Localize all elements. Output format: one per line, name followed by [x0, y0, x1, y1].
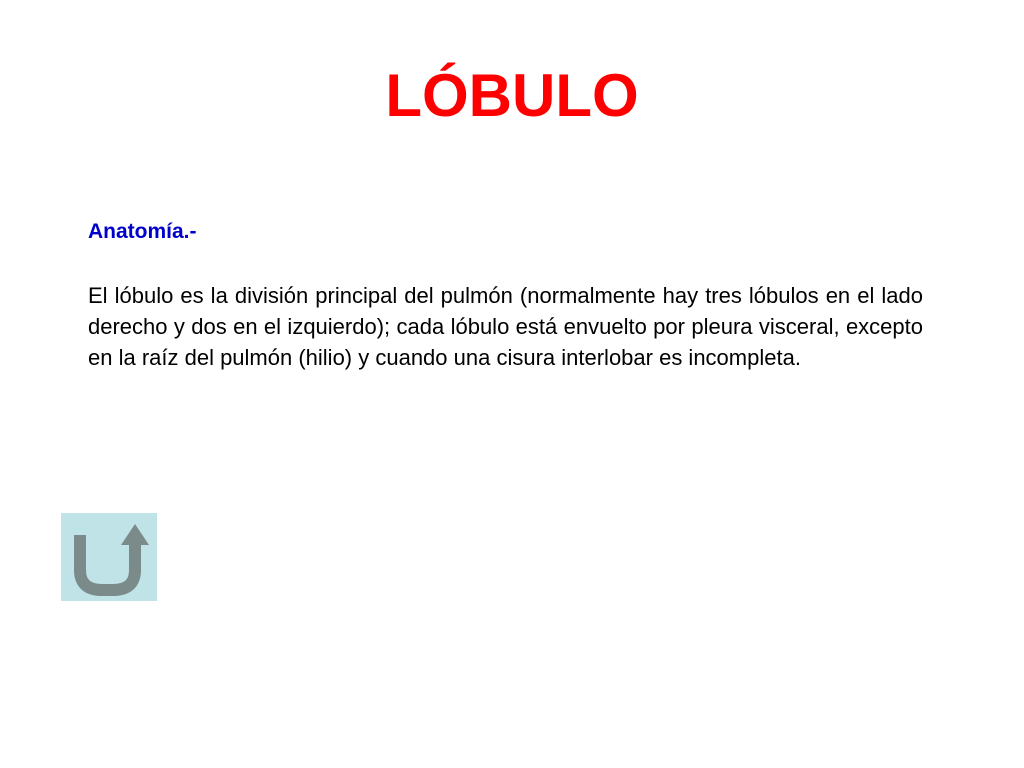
body-paragraph: El lóbulo es la división principal del pulmón (normalmente hay tres lóbulos en el lado derecho y dos en el izquierdo); cada lóbulo está envuelto por pleura visceral, excepto en la raíz del pulmón (hilio) y cuando una cisura interlobar es incompleta.	[88, 283, 923, 370]
section-heading: Anatomía.-	[88, 220, 197, 243]
back-button[interactable]	[61, 513, 157, 601]
u-turn-arrow-icon	[61, 513, 157, 601]
slide-title: LÓBULO	[385, 62, 639, 129]
